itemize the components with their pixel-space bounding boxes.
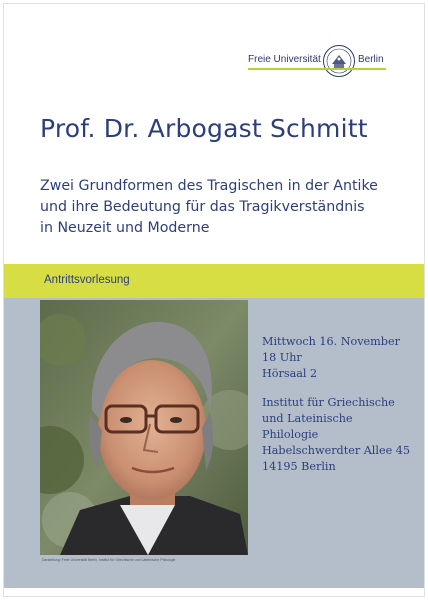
- logo-underline: [248, 68, 386, 70]
- subtitle-line-2: und ihre Bedeutung für das Tragikverständnis: [40, 199, 365, 215]
- event-room: Hörsaal 2: [262, 367, 318, 381]
- lecture-subtitle: [40, 176, 400, 239]
- institute-line-3: Philologie: [262, 428, 319, 442]
- photo-credit: Darstellung: Freie Universität Berlin, Institut für Griechische und Lateinische Philologie: [42, 558, 176, 562]
- address-city: 14195 Berlin: [262, 460, 336, 474]
- subtitle-line-1: Zwei Grundformen des Tragischen in der Antike: [40, 178, 378, 194]
- address-street: Habelschwerdter Allee 45: [262, 444, 410, 458]
- event-type-label: Antrittsvorlesung: [44, 274, 130, 286]
- university-seal-icon: [322, 44, 356, 78]
- university-logo: [248, 44, 388, 80]
- institute-line-2: und Lateinische: [262, 411, 353, 425]
- institute-line-1: Institut für Griechische: [262, 395, 395, 409]
- page-title: Prof. Dr. Arbogast Schmitt: [40, 114, 368, 143]
- event-type-band: [4, 264, 424, 298]
- logo-text-left: Freie Universität: [248, 54, 321, 65]
- spacer: [262, 383, 412, 395]
- event-details: [262, 334, 412, 476]
- event-date: Mittwoch 16. November: [262, 335, 400, 348]
- logo-text-right: Berlin: [358, 54, 384, 65]
- subtitle-line-3: in Neuzeit und Moderne: [40, 220, 210, 236]
- event-time: 18 Uhr: [262, 351, 302, 365]
- portrait-photo: [40, 300, 248, 555]
